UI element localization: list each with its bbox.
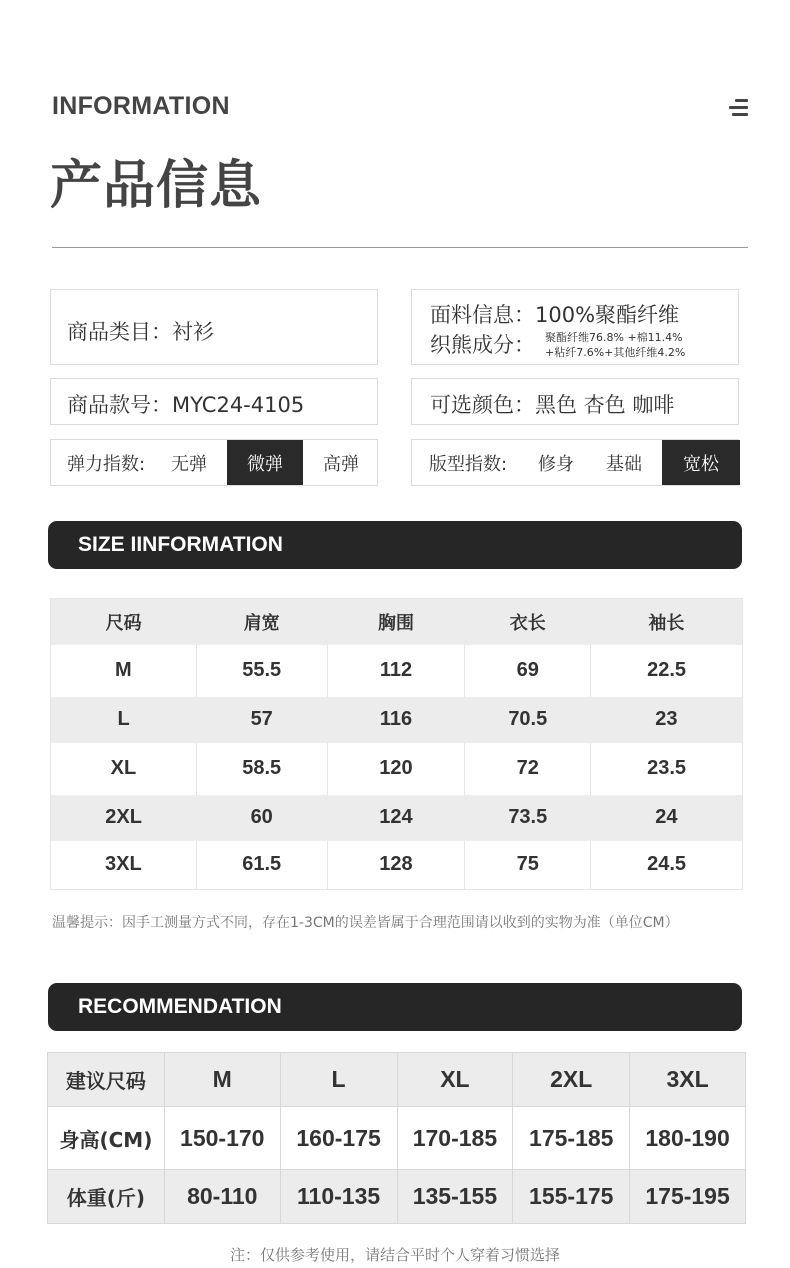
table-cell: XL xyxy=(397,1053,513,1107)
table-cell: 180-190 xyxy=(630,1107,746,1170)
table-row xyxy=(48,1053,746,1107)
divider xyxy=(52,247,748,248)
table-cell: 150-170 xyxy=(164,1107,280,1170)
table-cell: 24 xyxy=(591,795,743,841)
table-cell: 120 xyxy=(327,743,465,795)
table-cell: 160-175 xyxy=(280,1107,397,1170)
recommendation-note: 注：仅供参考使用，请结合平时个人穿着习惯选择 xyxy=(229,1246,560,1264)
size-section-title: SIZE IINFORMATION xyxy=(78,533,283,556)
fabric-composition-detail-2: +粘纤7.6%+其他纤维4.2% xyxy=(545,346,686,359)
column-header-chest: 胸围 xyxy=(327,599,465,645)
table-cell: 23.5 xyxy=(591,743,743,795)
table-header-row xyxy=(51,599,743,645)
fabric-composition-detail-1: 聚酯纤维76.8% +棉11.4% xyxy=(545,331,683,344)
category-text: 商品类目：衬衫 xyxy=(67,320,214,344)
table-cell: 58.5 xyxy=(196,743,327,795)
category-box xyxy=(50,289,378,365)
row-header-weight: 体重(斤) xyxy=(48,1170,165,1224)
table-row xyxy=(51,697,743,743)
elasticity-option-high: 高弹 xyxy=(323,453,359,475)
table-cell: 60 xyxy=(196,795,327,841)
table-row xyxy=(51,795,743,841)
table-cell: 75 xyxy=(465,841,591,890)
recommendation-section-title: RECOMMENDATION xyxy=(78,995,282,1018)
table-cell: 2XL xyxy=(513,1053,630,1107)
table-cell: XL xyxy=(51,743,197,795)
fabric-info-text: 面料信息：100%聚酯纤维 xyxy=(430,303,680,327)
size-section-header xyxy=(48,521,742,569)
table-cell: 70.5 xyxy=(465,697,591,743)
table-cell: 22.5 xyxy=(591,645,743,697)
table-cell: 112 xyxy=(327,645,465,697)
elasticity-box xyxy=(50,439,378,486)
fit-option-slim: 修身 xyxy=(538,453,574,475)
table-cell: 116 xyxy=(327,697,465,743)
colors-text: 可选颜色：黑色 杏色 咖啡 xyxy=(430,393,675,417)
colors-box xyxy=(411,378,739,425)
table-cell: 2XL xyxy=(51,795,197,841)
fit-box xyxy=(411,439,739,486)
table-cell: 24.5 xyxy=(591,841,743,890)
row-header-height: 身高(CM) xyxy=(48,1107,165,1170)
table-cell: 72 xyxy=(465,743,591,795)
table-cell: 69 xyxy=(465,645,591,697)
style-number-box xyxy=(50,378,378,425)
column-header-length: 衣长 xyxy=(465,599,591,645)
elasticity-label: 弹力指数: xyxy=(67,453,146,475)
page-title: 产品信息 xyxy=(50,156,263,216)
section-title-en: INFORMATION xyxy=(52,92,230,120)
table-cell: 3XL xyxy=(51,841,197,890)
table-cell: M xyxy=(51,645,197,697)
table-cell: 170-185 xyxy=(397,1107,513,1170)
table-cell: 128 xyxy=(327,841,465,890)
row-header-size: 建议尺码 xyxy=(48,1053,165,1107)
fit-option-regular: 基础 xyxy=(606,453,642,475)
fit-label: 版型指数: xyxy=(429,453,508,475)
fabric-composition-label: 织熊成分： xyxy=(430,333,535,357)
table-cell: 175-185 xyxy=(513,1107,630,1170)
table-cell: 135-155 xyxy=(397,1170,513,1224)
table-cell: M xyxy=(164,1053,280,1107)
measurement-note: 温馨提示：因手工测量方式不同，存在1-3CM的误差皆属于合理范围请以收到的实物为准（单位CM） xyxy=(52,915,679,931)
elasticity-option-slight: 微弹 xyxy=(227,440,303,485)
column-header-shoulder: 肩宽 xyxy=(196,599,327,645)
column-header-sleeve: 袖长 xyxy=(591,599,743,645)
table-row xyxy=(51,743,743,795)
fit-option-loose: 宽松 xyxy=(662,440,740,485)
table-cell: 57 xyxy=(196,697,327,743)
table-row xyxy=(51,841,743,890)
size-table xyxy=(50,598,743,890)
table-cell: 110-135 xyxy=(280,1170,397,1224)
table-cell: 61.5 xyxy=(196,841,327,890)
table-cell: 55.5 xyxy=(196,645,327,697)
table-cell: 155-175 xyxy=(513,1170,630,1224)
recommendation-table xyxy=(47,1052,746,1224)
recommendation-section-header xyxy=(48,983,742,1031)
table-cell: L xyxy=(280,1053,397,1107)
table-row xyxy=(48,1170,746,1224)
table-cell: 73.5 xyxy=(465,795,591,841)
elasticity-option-none: 无弹 xyxy=(171,453,207,475)
table-row xyxy=(48,1107,746,1170)
fabric-box xyxy=(411,289,739,365)
style-number-text: 商品款号：MYC24-4105 xyxy=(67,393,305,417)
table-cell: 23 xyxy=(591,697,743,743)
column-header-size: 尺码 xyxy=(51,599,197,645)
table-cell: 80-110 xyxy=(164,1170,280,1224)
table-row xyxy=(51,645,743,697)
menu-icon[interactable] xyxy=(729,99,748,117)
table-cell: 175-195 xyxy=(630,1170,746,1224)
table-cell: L xyxy=(51,697,197,743)
table-cell: 124 xyxy=(327,795,465,841)
table-cell: 3XL xyxy=(630,1053,746,1107)
